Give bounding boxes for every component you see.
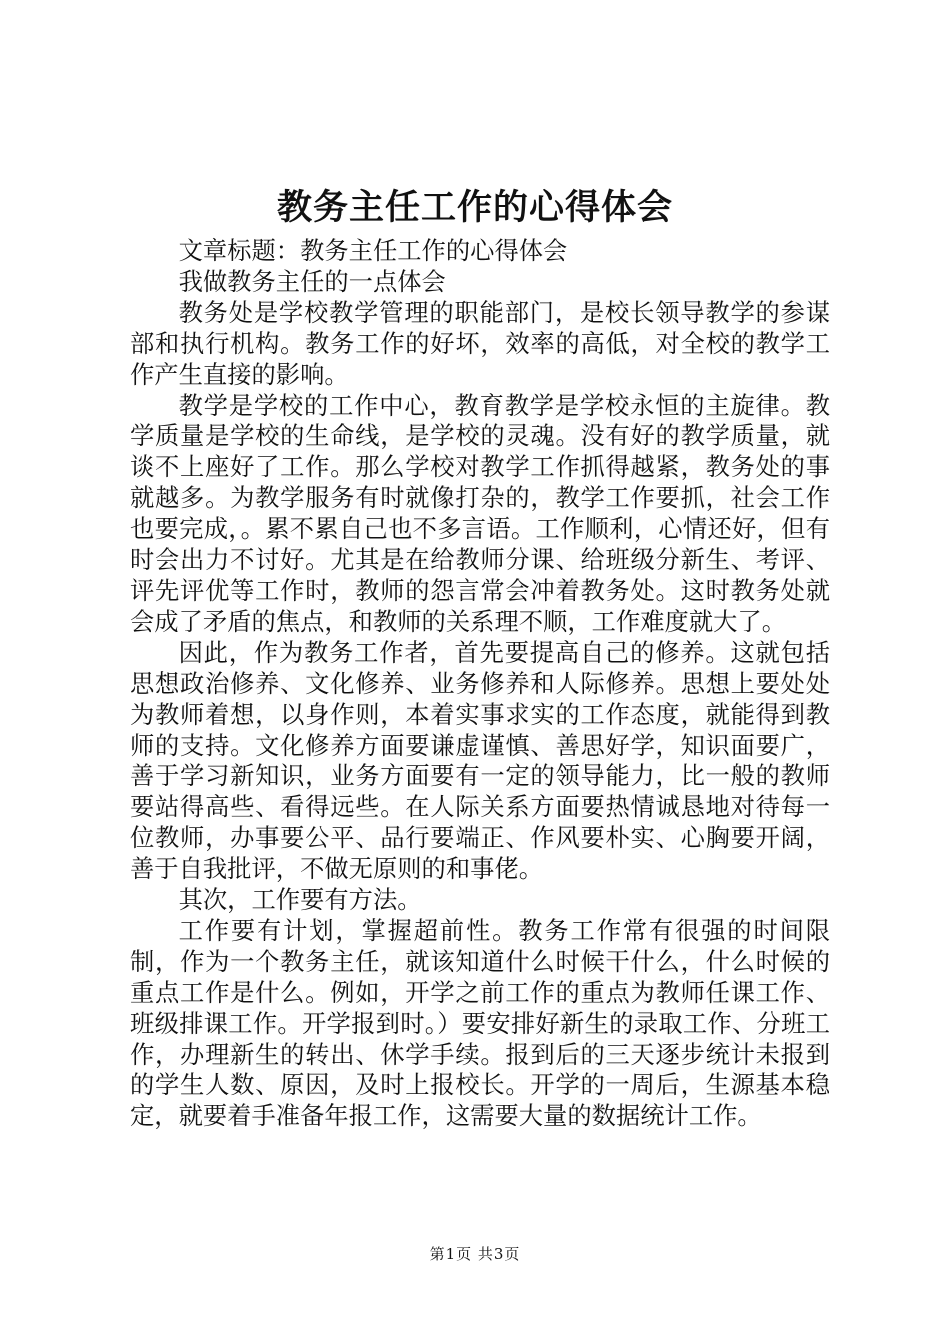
paragraph-subtitle: 我做教务主任的一点体会 [178, 266, 446, 296]
document-title: 教务主任工作的心得体会 [276, 187, 673, 228]
document-body [130, 236, 830, 1132]
paragraph-article-heading: 文章标题：教务主任工作的心得体会 [178, 236, 568, 265]
page-number-footer: 第1页 共3页 [429, 1245, 521, 1263]
paragraph-self-cultivation: 因此，作为教务工作者，首先要提高自己的修养。这就包括思想政治修养、文化修养、业务修养和人际修养。思想上要处处为教师着想，以身作则，本着实事求实的工作态度，就能得到教师的支持。文化修养方面要谦虚谨慎、善思好学，知识面要广，善于学习新知识，业务方面要有一定的领导能力，比一般的教师要站得高些、看得远些。在人际关系方面要热情诚恳地对待每一位教师，办事要公平、品行要端正、作风要朴实、心胸要开阔，善于自我批评，不做无原则的和事佬。 [130, 637, 830, 884]
paragraph-planning: 工作要有计划，掌握超前性。教务工作常有很强的时间限制，作为一个教务主任，就该知道什么时候干什么，什么时候的重点工作是什么。例如，开学之前工作的重点为教师任课工作、班级排课工作。开学报到时。）要安排好新生的录取工作、分班工作，办理新生的转出、休学手续。报到后的三天逐步统计未报到的学生人数、原因，及时上报校长。开学的一周后，生源基本稳定，就要着手准备年报工作，这需要大量的数据统计工作。 [130, 915, 830, 1131]
paragraph-teaching-center: 教学是学校的工作中心，教育教学是学校永恒的主旋律。教学质量是学校的生命线，是学校的灵魂。没有好的教学质量，就谈不上座好了工作。那么学校对教学工作抓得越紧，教务处的事就越多。为教学服务有时就像打杂的，教学工作要抓，社会工作也要完成，。累不累自己也不多言语。工作顺利，心情还好，但有时会出力不讨好。尤其是在给教师分课、给班级分新生、考评、评先评优等工作时，教师的怨言常会冲着教务处。这时教务处就会成了矛盾的焦点，和教师的关系理不顺，工作难度就大了。 [130, 390, 830, 636]
paragraph-intro: 教务处是学校教学管理的职能部门，是校长领导教学的参谋部和执行机构。教务工作的好坏，效率的高低，对全校的教学工作产生直接的影响。 [130, 297, 830, 389]
paragraph-method-heading: 其次，工作要有方法。 [178, 885, 422, 915]
